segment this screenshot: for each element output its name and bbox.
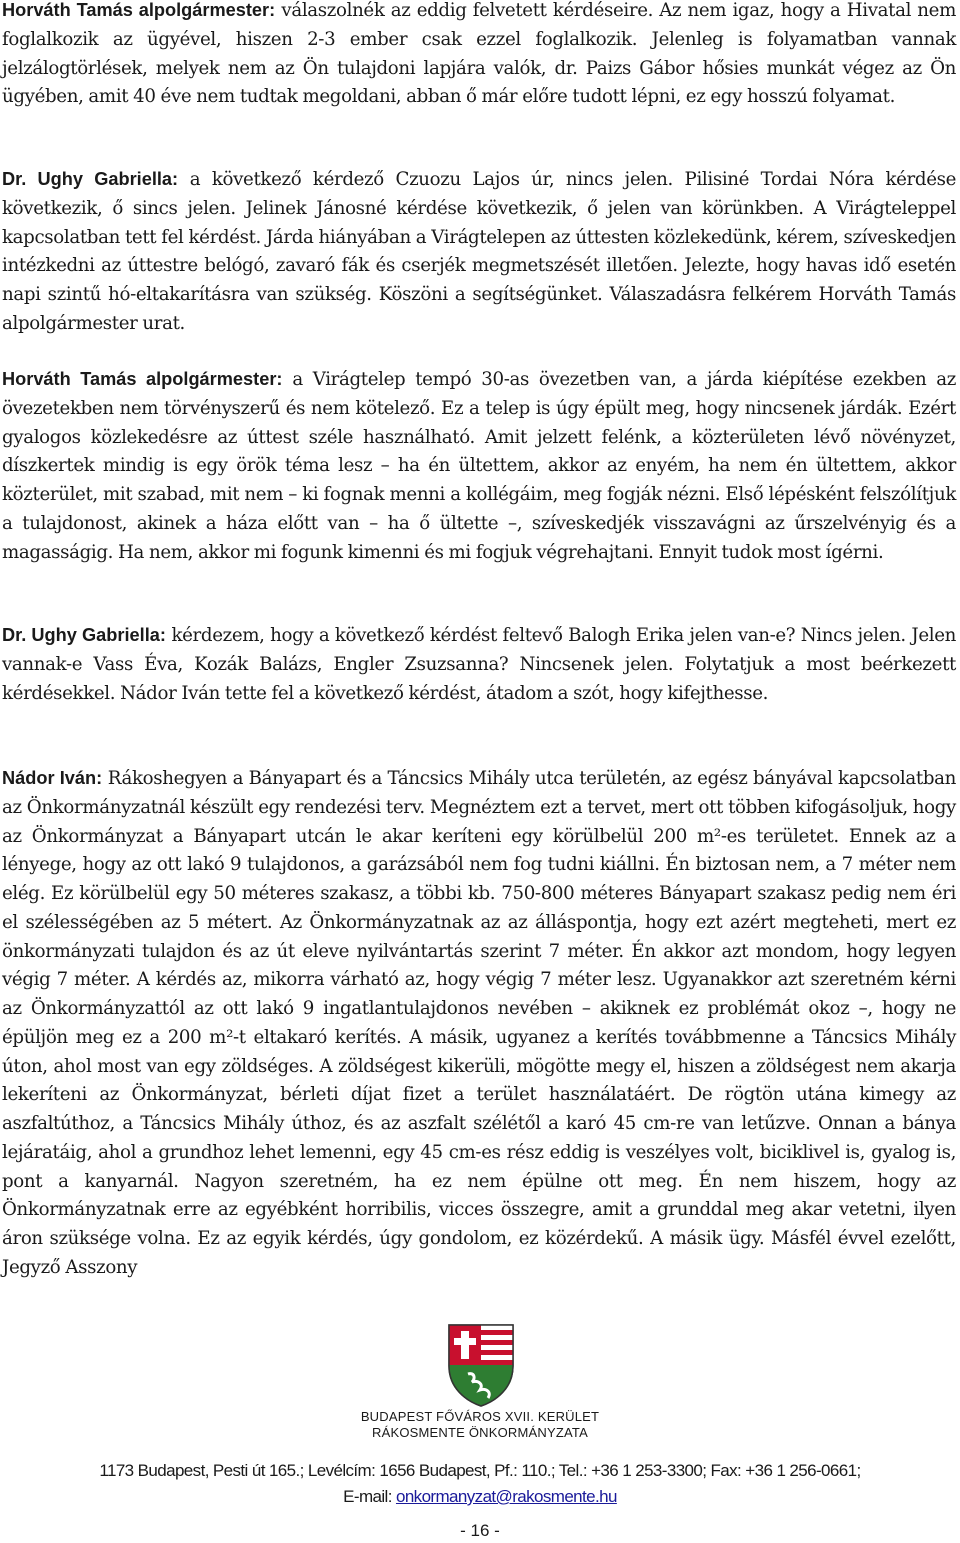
email-label: E-mail: bbox=[343, 1487, 392, 1506]
paragraph bbox=[2, 621, 956, 708]
office-name-line-2: RÁKOSMENTE ÖNKORMÁNYZATA bbox=[372, 1425, 588, 1440]
email-link[interactable]: onkormanyzat@rakosmente.hu bbox=[395, 1487, 617, 1506]
paragraph bbox=[2, 764, 956, 1283]
office-name-line-1: BUDAPEST FŐVÁROS XVII. KERÜLET bbox=[360, 1409, 600, 1424]
page-number: - 16 - bbox=[460, 1521, 500, 1540]
paragraph-text: válaszolnék az eddig felvetett kérdéseire. Az nem igaz, hogy a Hivatal nem foglalkozik az ügyével, hiszen 2-3 ember csak ezzel foglalkozik. Jelenleg is folyamatban vannak jelzálogtörlések, melyek nem az Ön tulajdoni lapjára valók, dr. Paizs Gábor hősies munkát végez az Ön ügyében, amit 40 éve nem tudtak megoldani, abban ő már előre tudott lépni, ez egy hosszú folyamat. bbox=[2, 0, 956, 108]
speaker-name: Nádor Iván: bbox=[2, 768, 103, 788]
paragraph bbox=[2, 165, 956, 339]
paragraph bbox=[2, 0, 956, 112]
paragraph-text: Rákoshegyen a Bányapart és a Táncsics Mihály utca területén, az egész bányával kapcsolatban az Önkormányzatnál készült egy rendezési terv. Megnéztem ezt a tervet, mert ott többen kifogásoljuk, hogy az Önkormányzat a Bányapart utcán le akar keríteni egy körülbelül 200 m²-es területet. Ennek az a lényege, hogy az ott lakó 9 tulajdonos, a garázsából nem fog tudni kiállni. Én biztosan nem, a 7 méter nem elég. Ez körülbelül egy 50 méteres szakasz, a többi kb. 750-800 méteres Bányapart szakasz pedig nem éri el szélességében az 5 métert. Az Önkormányzatnak az az álláspontja, hogy ezt azért megteheti, mert ez önkormányzati tulajdon és az út eleve nyilvántartás szerint 7 méter. Én akkor azt mondom, hogy legyen végig 7 méter. A kérdés az, mikorra várható az, hogy végig 7 méter lesz. Ugyanakkor azt szeretném kérni az Önkormányzattól az ott lakó 9 ingatlantulajdonos nevében – akiknek ez problémát okoz –, hogy ne épüljön meg ez a 200 m²-t eltakaró kerítés. A másik, ugyanez a kerítés továbbmenne a Táncsics Mihály úton, ahol most van egy zöldséges. A zöldségest kikerüli, mögötte megy el, hiszen a zöldségest nem akarja lekeríteni az Önkormányzat, bérleti díjat fizet a terület használatáért. De rögtön utána kimegy az aszfaltúthoz, a Táncsics Mihály úthoz, és az aszfalt szélétől a karó 45 cm-re van letűzve. Onnan a bánya lejáratáig, ahol a grundhoz lehet lemenni, egy 45 cm-es rész eddig is veszélyes volt, biciklivel is, gyalog is, pont a kanyarnál. Nagyon szeretném, ha ez nem épülne ott meg. Én nem hiszem, hogy az Önkormányzatnak erre az egyébként horribilis, vicces összegre, amit a grunddal meg akar vetetni, ilyen áron szüksége volna. Ez az egyik kérdés, úgy gondolom, ez közérdekű. A másik ügy. Másfél évvel ezelőtt, Jegyző Asszony bbox=[2, 768, 957, 1278]
coat-of-arms-icon bbox=[446, 1322, 516, 1408]
speaker-name: Horváth Tamás alpolgármester: bbox=[2, 0, 276, 20]
paragraph-text: kérdezem, hogy a következő kérdést feltevő Balogh Erika jelen van-e? Nincs jelen. Jelen vannak-e Vass Éva, Kozák Balázs, Engler Zsuzsanna? Nincsenek jelen. Folytatjuk a most beérkezett kérdésekkel. Nádor Iván tette fel a következő kérdést, átadom a szót, hogy kifejthesse. bbox=[2, 625, 956, 704]
paragraph-text: a következő kérdező Czuozu Lajos úr, nincs jelen. Pilisiné Tordai Nóra kérdése következik, ő sincs jelen. Jelinek Jánosné kérdése következik, ő jelen van körünkben. A Virágteleppel kapcsolatban tett fel kérdést. Járda hiányában a Virágtelepen az úttesten közlekedünk, kérem, szíveskedjen intézkedni az úttestre belógó, zavaró fák és cserjék megmetszését illetően. Jelezte, hogy havas idő esetén napi szintű hó-eltakarításra van szükség. Köszöni a segítségünket. Válaszadásra felkérem Horváth Tamás alpolgármester urat. bbox=[2, 169, 957, 334]
speaker-name: Dr. Ughy Gabriella: bbox=[2, 169, 179, 189]
paragraph-text: a Virágtelep tempó 30-as övezetben van, a járda kiépítése ezekben az övezetekben nem törvényszerű és nem kötelező. Ez a telep is úgy épült meg, hogy nincsenek járdák. Ezért gyalogos közlekedésre az úttest széle használható. Amit jelzett felénk, a közterületen lévő növényzet, díszkertek mindig is egy örök téma lesz – ha én ültettem, akkor az enyém, ha nem én ültettem, akkor közterület, mit szabad, mit nem – ki fognak menni a kollégáim, meg fogják nézni. Első lépésként felszólítjuk a tulajdonost, akinek a háza előtt van – ha ő ültette –, szíveskedjék visszavágni az űrszelvényig és a magasságig. Ha nem, akkor mi fogunk kimenni és mi fogjuk végrehajtani. Ennyit tudok most ígérni. bbox=[2, 369, 956, 563]
speaker-name: Dr. Ughy Gabriella: bbox=[2, 625, 166, 645]
contact-address: 1173 Budapest, Pesti út 165.; Levélcím: 1656 Budapest, Pf.: 110.; Tel.: +36 1 253-3300; Fax: +36 1 256-0661; bbox=[99, 1461, 861, 1480]
paragraph bbox=[2, 365, 956, 567]
contact-email-line bbox=[0, 1487, 960, 1507]
speaker-name: Horváth Tamás alpolgármester: bbox=[2, 369, 283, 389]
